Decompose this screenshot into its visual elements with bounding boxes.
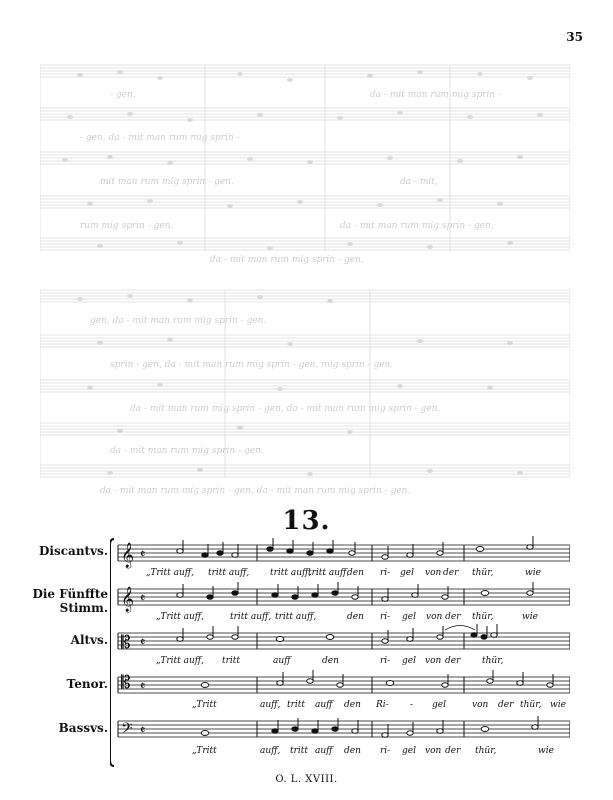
lyric-syllable: auff,	[260, 746, 281, 756]
lyric-syllable: tritt auff,	[208, 568, 250, 578]
lyric-syllable: von	[425, 656, 442, 666]
lyric-syllable: gel	[402, 656, 416, 666]
time-signature: 𝄵	[140, 547, 146, 561]
lyric-syllable: ri-	[380, 612, 391, 622]
score-system	[110, 535, 570, 770]
treble-clef-fuenffte: 𝄞	[121, 587, 135, 612]
svg-text:𝄵: 𝄵	[140, 635, 146, 649]
lyric-syllable: „Tritt auff,	[146, 568, 195, 578]
faded-system-1	[40, 60, 570, 265]
lyric-syllable: tritt auff,	[230, 612, 272, 622]
svg-text:sprin - gen, da - mit man rum: sprin - gen, da - mit man rum mig sprin - gen, mig sprin - gen.	[110, 360, 394, 370]
lyric-syllable: tritt auff,	[275, 612, 317, 622]
lyric-syllable: der	[445, 656, 461, 666]
page-number: 35	[566, 30, 583, 44]
faded-system-2	[40, 285, 570, 495]
lyric-syllable: „Tritt auff,	[156, 656, 205, 666]
lyric-syllable: tritt	[222, 656, 241, 666]
lyric-syllable: von	[472, 700, 489, 710]
lyric-syllable: ri-	[380, 746, 391, 756]
lyric-syllable: „Tritt	[192, 700, 217, 710]
svg-text:da - mit man rum mig sprin -: da - mit man rum mig sprin -	[370, 90, 502, 100]
svg-text:da - mit man rum mig sprin - g: da - mit man rum mig sprin - gen, da - mit man rum mig sprin - gen.	[100, 486, 411, 495]
treble-clef-discantus: 𝄞	[121, 543, 135, 568]
staff-bassus	[118, 721, 570, 737]
lyric-syllable: tritt	[287, 700, 306, 710]
svg-text:da - mit,: da - mit,	[400, 177, 438, 187]
lyric-syllable: den	[347, 568, 364, 578]
lyric-syllable: tritt	[290, 746, 309, 756]
lyric-syllable: gel	[402, 746, 416, 756]
lyric-syllable: tritt auff,	[270, 568, 312, 578]
svg-text:da - mit man rum mig sprin - g: da - mit man rum mig sprin - gen,	[210, 255, 364, 265]
lyric-syllable: auff	[315, 746, 333, 756]
lyric-syllable: gel	[400, 568, 414, 578]
faded-system-1-staves	[40, 60, 570, 265]
system-bracket	[110, 539, 114, 766]
lyric-syllable: von	[425, 746, 442, 756]
lyric-syllable: thür,	[472, 568, 494, 578]
lyric-syllable: von	[425, 568, 442, 578]
svg-text:𝄵: 𝄵	[140, 723, 146, 737]
voice-label-bassus: Bassvs.	[58, 721, 108, 735]
voice-label-fuenffte-stimm: Die Fünffte Stimm.	[32, 587, 108, 615]
lyric-syllable: wie	[525, 568, 541, 578]
staff-tenor	[118, 677, 570, 693]
svg-text:da - mit man rum mig sprin - g: da - mit man rum mig sprin - gen.	[110, 446, 264, 456]
svg-text:- gen, da - mit man rum mig sp: - gen, da - mit man rum mig sprin -	[80, 133, 240, 143]
lyric-syllable: ri-	[380, 656, 391, 666]
lyric-syllable: thür,	[475, 746, 497, 756]
lyric-syllable: Ri-	[376, 700, 389, 710]
staff-discantus	[118, 545, 570, 561]
bass-clef: 𝄢	[121, 720, 133, 741]
lyric-syllable: der	[443, 568, 459, 578]
lyric-syllable: den	[322, 656, 339, 666]
lyric-syllable: gel	[402, 612, 416, 622]
voice-label-tenor: Tenor.	[66, 677, 108, 691]
score-staves	[110, 535, 570, 770]
svg-text:- gen,: - gen,	[110, 90, 136, 100]
lyric-syllable: „Tritt	[192, 746, 217, 756]
lyric-syllable: ri-	[380, 568, 391, 578]
piece-number: 13.	[282, 506, 331, 536]
lyric-syllable: „Tritt auff,	[156, 612, 205, 622]
svg-text:da - mit man rum mig sprin - g: da - mit man rum mig sprin - gen, da - mit man rum mig sprin - gen.	[130, 404, 441, 414]
lyric-syllable: gel	[432, 700, 446, 710]
staff-fuenffte	[118, 589, 570, 605]
lyric-syllable: -	[410, 700, 414, 710]
faded-system-2-staves	[40, 285, 570, 495]
svg-text:𝄵: 𝄵	[140, 591, 146, 605]
lyric-syllable: von der	[426, 612, 461, 622]
lyric-syllable: wie	[538, 746, 554, 756]
lyric-syllable: auff	[273, 656, 291, 666]
lyric-syllable: auff	[315, 700, 333, 710]
lyric-syllable: der	[445, 746, 461, 756]
lyric-syllable: auff,	[260, 700, 281, 710]
svg-text:𝄵: 𝄵	[140, 679, 146, 693]
svg-text:rum mig sprin - gen.: rum mig sprin - gen.	[80, 221, 174, 231]
lyric-syllable: tritt auff,	[308, 568, 350, 578]
lyric-syllable: wie	[522, 612, 538, 622]
svg-text:mit man rum mig sprin - gen.: mit man rum mig sprin - gen.	[100, 177, 234, 187]
lyric-syllable: der	[498, 700, 514, 710]
lyric-syllable: thür,	[472, 612, 494, 622]
lyric-syllable: den	[347, 612, 364, 622]
lyric-syllable: thür,	[482, 656, 504, 666]
footer-catalog-number: O. L. XVIII.	[275, 774, 338, 785]
voice-label-discantus: Discantvs.	[39, 544, 108, 558]
lyric-syllable: thür,	[520, 700, 542, 710]
alto-clef: 𝄡	[121, 633, 131, 653]
voice-label-altus: Altvs.	[70, 633, 108, 647]
svg-text:da - mit man rum mig sprin - g: da - mit man rum mig sprin - gen,	[340, 221, 494, 231]
lyric-syllable: den	[344, 746, 361, 756]
svg-text:gen, da - mit man rum mig spri: gen, da - mit man rum mig sprin - gen.	[90, 316, 267, 326]
staff-altus	[118, 633, 570, 649]
tenor-clef: 𝄡	[121, 673, 131, 693]
lyric-syllable: wie	[550, 700, 566, 710]
lyric-syllable: den	[344, 700, 361, 710]
